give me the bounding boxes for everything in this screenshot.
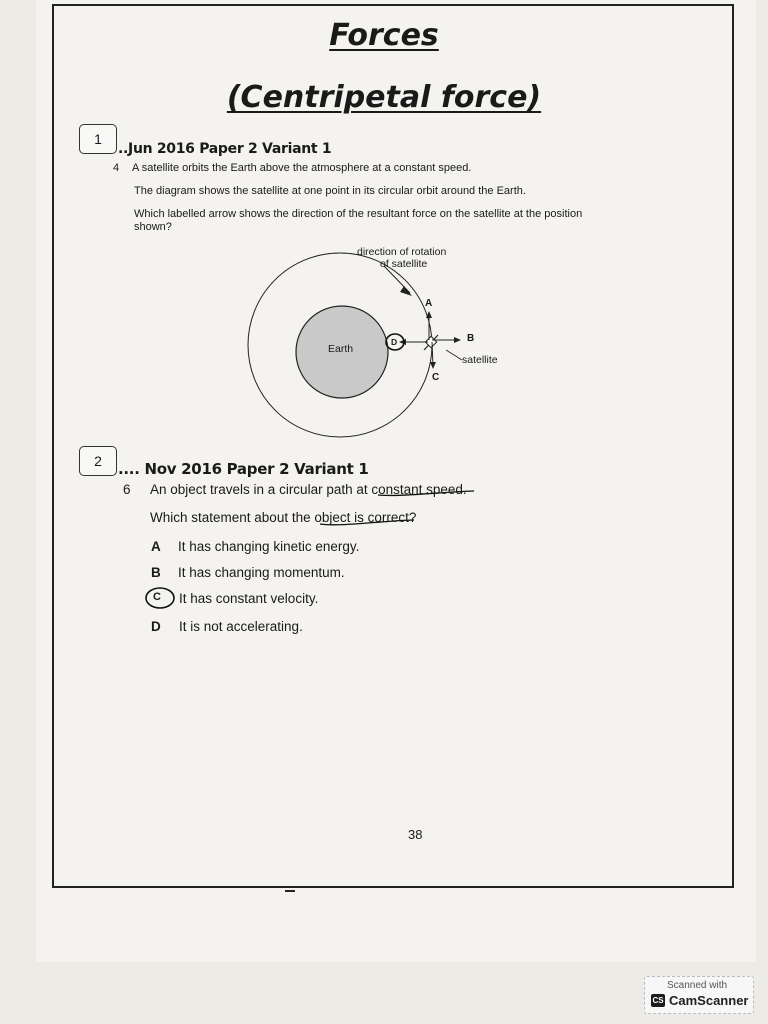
camscanner-logo-icon: CS xyxy=(652,996,664,1005)
question-item-number: 6 xyxy=(123,482,131,497)
page-subtitle: (Centripetal force) xyxy=(226,80,542,115)
page-number: 38 xyxy=(408,827,423,842)
diagram-label-rotation: of satellite xyxy=(380,258,428,270)
diagram-label-c: C xyxy=(432,372,440,383)
diagram-label-d: D xyxy=(391,337,398,347)
question-text: Which labelled arrow shows the direction of the resultant force on the satellite at the position xyxy=(134,208,583,220)
diagram-label-a: A xyxy=(425,298,433,309)
option-text: It has constant velocity. xyxy=(179,591,319,606)
question-text: An object travels in a circular path at constant speed. xyxy=(150,482,467,497)
question-text: A satellite orbits the Earth above the atmosphere at a constant speed. xyxy=(132,162,472,174)
question-number-box: 2 xyxy=(79,446,117,476)
option-text: It has changing momentum. xyxy=(178,565,345,580)
question-text: Which statement about the object is correct? xyxy=(150,510,417,525)
option-letter: D xyxy=(151,619,161,634)
rotation-arrowhead xyxy=(400,286,412,296)
option-letter: C xyxy=(153,591,161,603)
question-number-box: 1 xyxy=(79,124,117,154)
question-text: shown? xyxy=(134,221,172,233)
diagram-label-rotation: direction of rotation xyxy=(357,246,447,258)
question-item-number: 4 xyxy=(113,162,120,174)
question-source-heading: ..Jun 2016 Paper 2 Variant 1 xyxy=(118,141,332,157)
camscanner-watermark: Scanned with CS CamScanner xyxy=(644,976,754,1014)
page-title: Forces xyxy=(329,18,439,53)
option-text: It is not accelerating. xyxy=(179,619,303,634)
option-letter: A xyxy=(151,539,161,554)
stray-mark xyxy=(285,890,295,892)
diagram-label-b: B xyxy=(467,333,475,344)
question-source-heading: .... Nov 2016 Paper 2 Variant 1 xyxy=(118,460,369,478)
option-letter: B xyxy=(151,565,161,580)
diagram-label-satellite: satellite xyxy=(462,354,498,366)
diagram-label-earth: Earth xyxy=(328,343,354,355)
question-text: The diagram shows the satellite at one point in its circular orbit around the Earth. xyxy=(134,185,526,197)
option-text: It has changing kinetic energy. xyxy=(178,539,360,554)
